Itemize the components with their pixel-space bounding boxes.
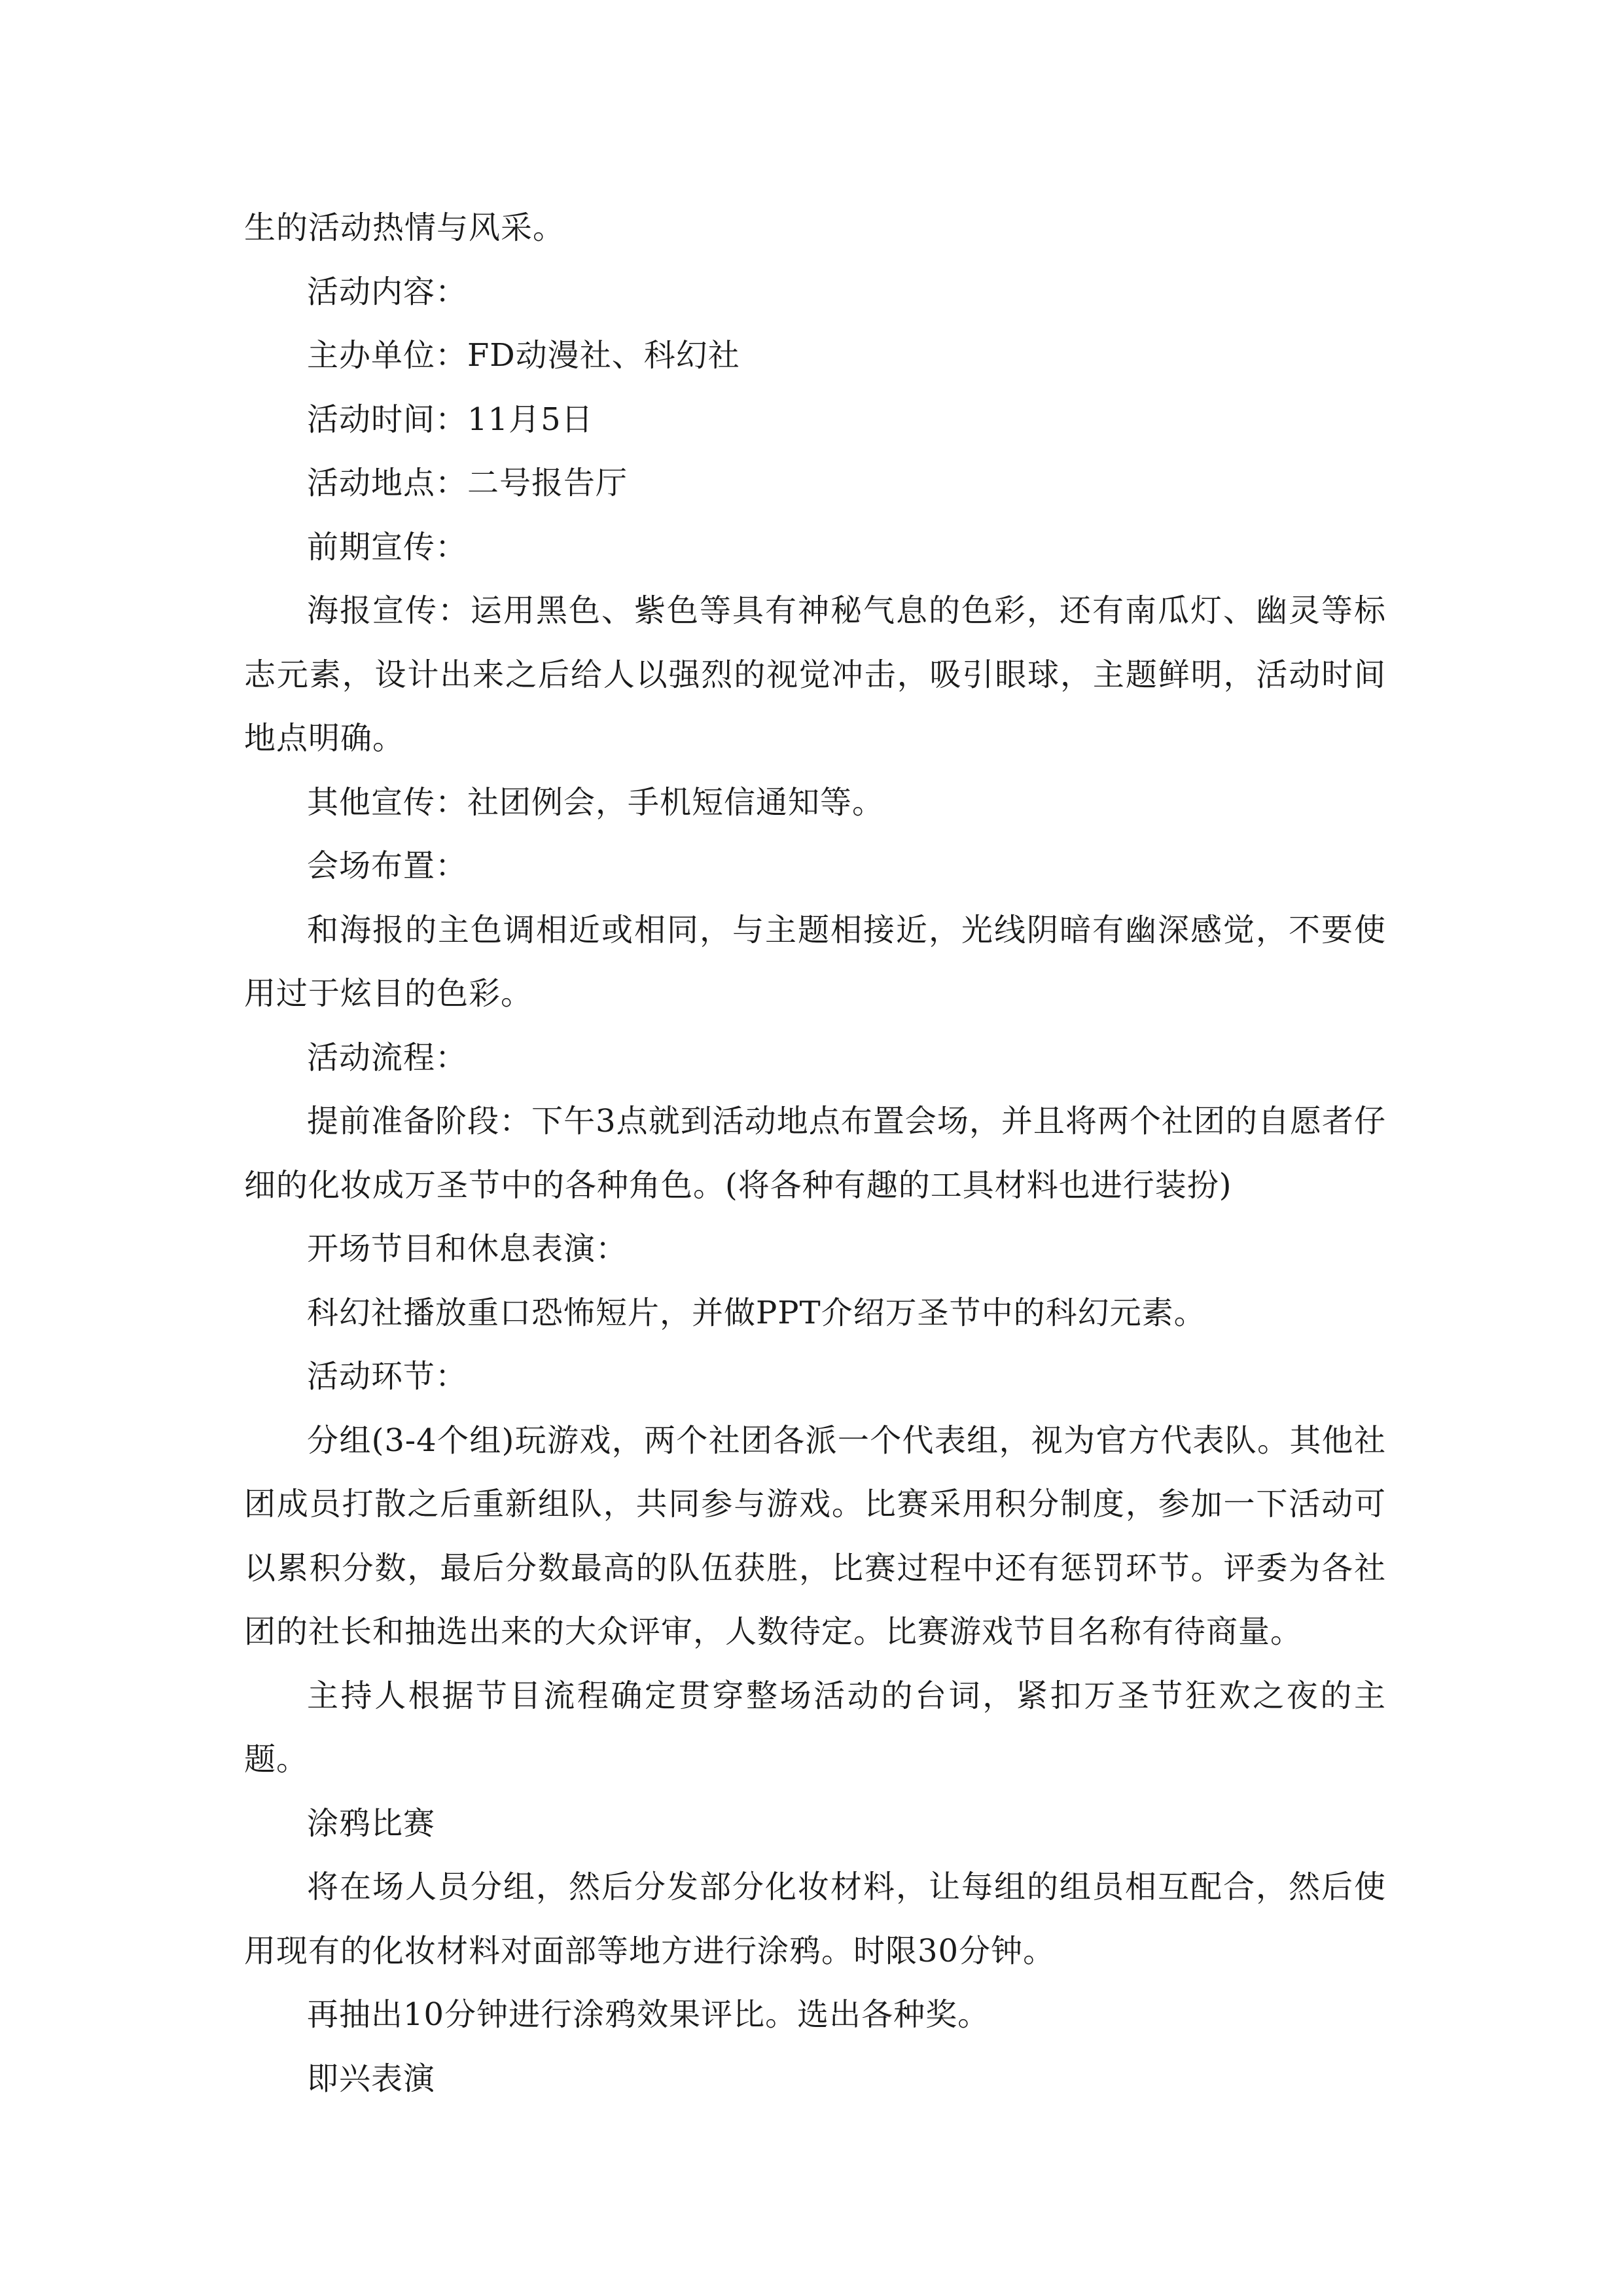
- paragraph-activity-location: 活动地点：二号报告厅: [307, 465, 628, 501]
- document-body: [244, 196, 1386, 2111]
- heading-opening-show: 开场节目和休息表演：: [307, 1230, 628, 1267]
- paragraph-group-games: 分组(3-4个组)玩游戏，两个社团各派一个代表组，视为官方代表队。其他社团成员打散之后重新组队，共同参与游戏。比赛采用积分制度，参加一下活动可以累积分数，最后分数最高的队伍获胜，比赛过程中还有惩罚环节。评委为各社团的社长和抽选出来的大众评审，人数待定。比赛游戏节目名称有待商量。: [244, 1422, 1386, 1650]
- heading-graffiti-contest: 涂鸦比赛: [307, 1804, 436, 1842]
- paragraph-continuation: 生的活动热情与风采。: [244, 209, 565, 246]
- paragraph-venue-setup: 和海报的主色调相近或相同，与主题相接近，光线阴暗有幽深感觉，不要使用过于炫目的色彩。: [244, 911, 1386, 1012]
- heading-activity-segment: 活动环节：: [307, 1358, 468, 1395]
- paragraph-preparation: 提前准备阶段：下午3点就到活动地点布置会场，并且将两个社团的自愿者仔细的化妆成万圣节中的各种角色。(将各种有趣的工具材料也进行装扮): [244, 1103, 1386, 1204]
- paragraph-other-promotion: 其他宣传：社团例会，手机短信通知等。: [307, 783, 885, 821]
- paragraph-poster-promotion: 海报宣传：运用黑色、紫色等具有神秘气息的色彩，还有南瓜灯、幽灵等标志元素，设计出来之后给人以强烈的视觉冲击，吸引眼球，主题鲜明，活动时间地点明确。: [244, 592, 1386, 757]
- paragraph-activity-time: 活动时间：11月5日: [307, 401, 594, 438]
- paragraph-opening-show: 科幻社播放重口恐怖短片，并做PPT介绍万圣节中的科幻元素。: [307, 1294, 1206, 1331]
- heading-promotion: 前期宣传：: [307, 528, 468, 565]
- heading-activity-flow: 活动流程：: [307, 1039, 468, 1076]
- heading-venue-setup: 会场布置：: [307, 848, 468, 884]
- heading-improv-show: 即兴表演: [307, 2060, 436, 2097]
- paragraph-organizer: 主办单位：FD动漫社、科幻社: [307, 337, 740, 374]
- paragraph-graffiti-judging: 再抽出10分钟进行涂鸦效果评比。选出各种奖。: [307, 1996, 990, 2033]
- paragraph-graffiti-contest: 将在场人员分组，然后分发部分化妆材料，让每组的组员相互配合，然后使用现有的化妆材料对面部等地方进行涂鸦。时限30分钟。: [244, 1869, 1386, 1969]
- paragraph-host-script: 主持人根据节目流程确定贯穿整场活动的台词，紧扣万圣节狂欢之夜的主题。: [244, 1677, 1386, 1778]
- heading-activity-content: 活动内容：: [307, 273, 468, 310]
